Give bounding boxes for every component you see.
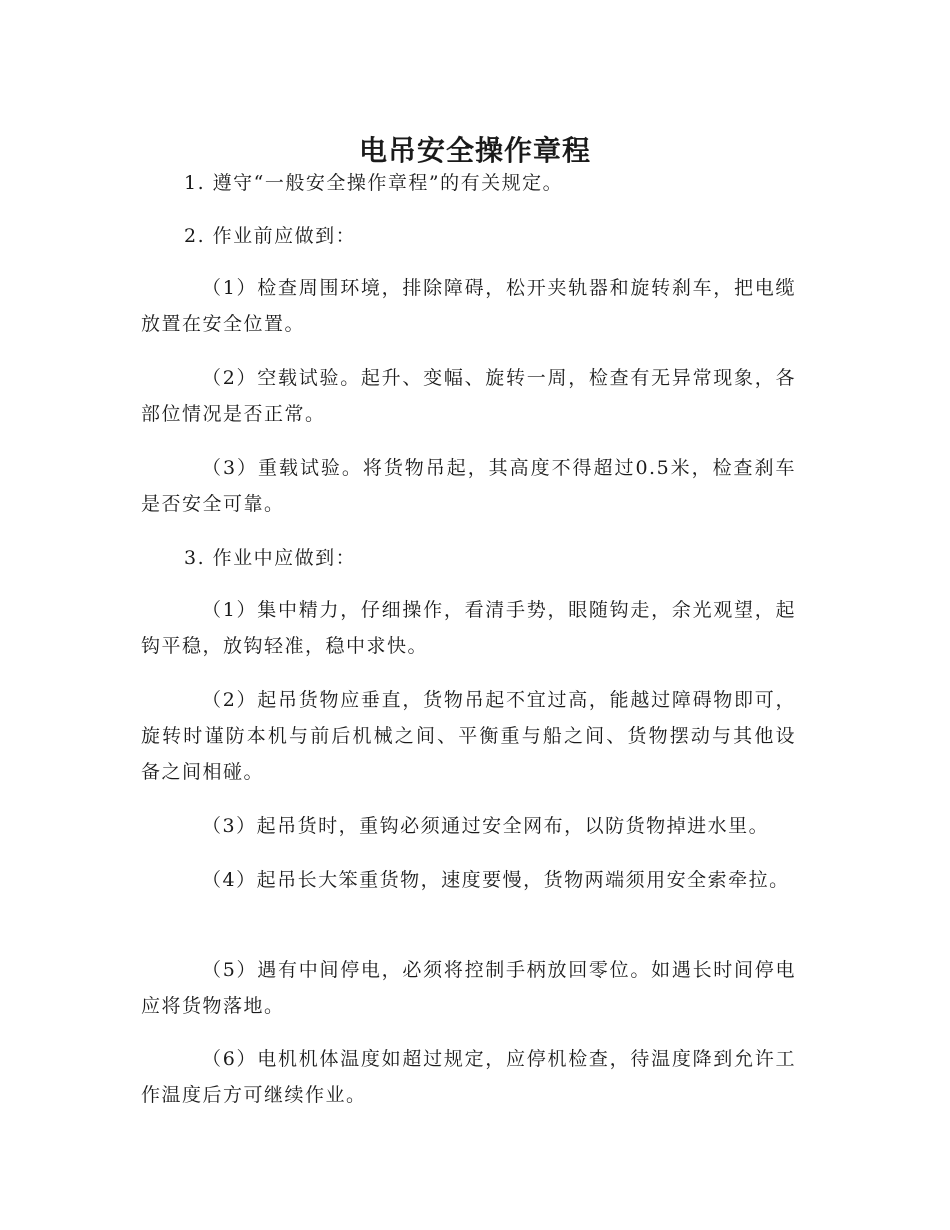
rule-3-item-1: （1）集中精力，仔细操作，看清手势，眼随钩走，余光观望，起钩平稳，放钩轻准，稳中求快。 [141,599,796,657]
rule-2-item-2: （2）空载试验。起升、变幅、旋转一周，检查有无异常现象，各部位情况是否正常。 [141,367,796,425]
rule-3-heading: 3. 作业中应做到： [184,547,357,569]
rule-1: 1. 遵守“一般安全操作章程”的有关规定。 [184,172,564,194]
rule-2-item-1: （1）检查周围环境，排除障碍，松开夹轨器和旋转刹车，把电缆放置在安全位置。 [141,277,796,335]
rule-3-item-6: （6）电机机体温度如超过规定，应停机检查，待温度降到允许工作温度后方可继续作业。 [141,1048,796,1106]
rule-3-item-5: （5）遇有中间停电，必须将控制手柄放回零位。如遇长时间停电应将货物落地。 [141,959,796,1017]
document-title: 电吊安全操作章程 [358,133,591,167]
rule-3-item-4: （4）起吊长大笨重货物，速度要慢，货物两端须用安全索牵拉。 [202,869,790,891]
rule-2-heading: 2. 作业前应做到： [184,225,357,247]
rule-3-item-3: （3）起吊货时，重钩必须通过安全网布，以防货物掉进水里。 [202,815,770,837]
rule-2-item-3: （3）重载试验。将货物吊起，其高度不得超过0.5米，检查刹车是否安全可靠。 [141,457,796,515]
rule-3-item-2: （2）起吊货物应垂直，货物吊起不宜过高，能越过障碍物即可，旋转时谨防本机与前后机械之间、平衡重与船之间、货物摆动与其他设备之间相碰。 [141,689,796,783]
